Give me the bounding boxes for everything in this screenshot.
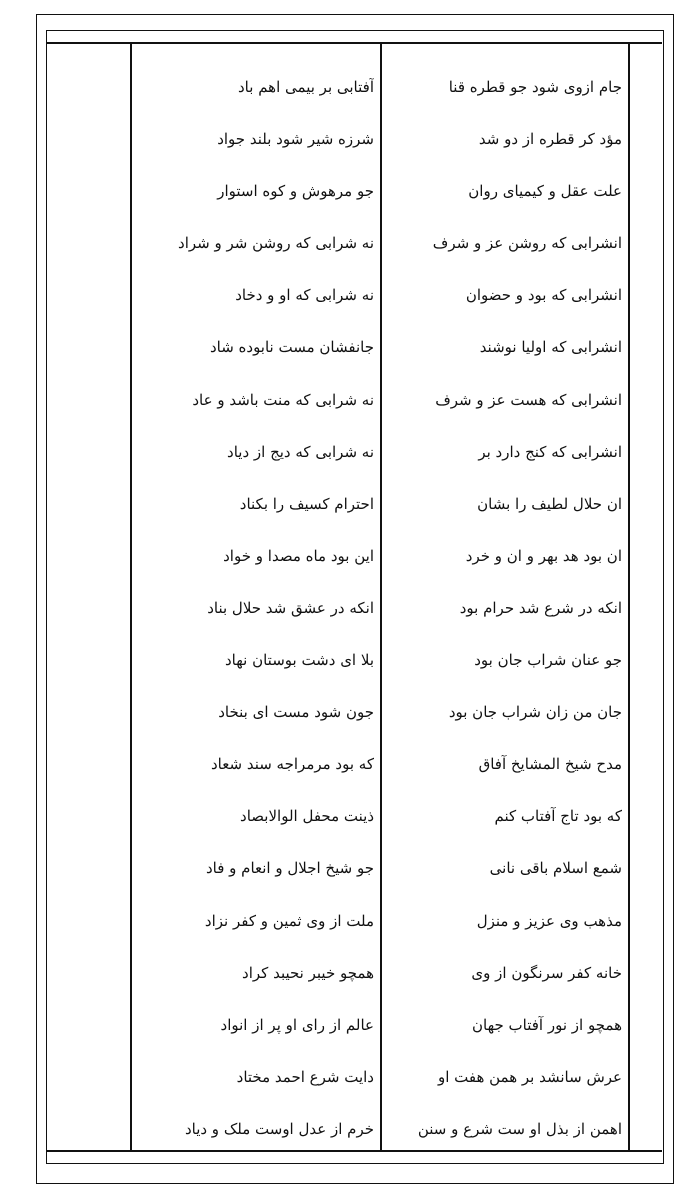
verse-line: انشرابی که بود و حضوان bbox=[465, 286, 622, 305]
verse-line: انشرابی که کنج دارد بر bbox=[478, 442, 622, 461]
left-verse-column bbox=[136, 78, 374, 1138]
verse-line: خانه کفر سرنگون از وی bbox=[471, 963, 622, 982]
verse-line: جانفشان مست نابوده شاد bbox=[209, 338, 374, 357]
verse-line: انشرابی که هست عز و شرف bbox=[435, 390, 622, 409]
verse-line: عرش سانشد بر همن هفت او bbox=[437, 1067, 622, 1086]
verse-line: نه شرابی که منت باشد و عاد bbox=[192, 390, 374, 409]
verse-line: همچو خیبر نحیبد کراد bbox=[242, 963, 374, 982]
verse-line: ان بود هد بهر و ان و خرد bbox=[465, 546, 622, 565]
verse-line: جان من زان شراب جان بود bbox=[448, 703, 622, 722]
verse-line: نه شرابی که او و دخاد bbox=[235, 286, 374, 305]
verse-line: نه شرابی که روشن شر و شراد bbox=[178, 234, 374, 253]
verse-line: احترام کسیف را بکناد bbox=[239, 494, 374, 513]
verse-line: جون شود مست ای بنخاد bbox=[218, 703, 374, 722]
verse-line: عالم از رای او پر از انواد bbox=[220, 1015, 374, 1034]
verse-line: جام ازوی شود جو قطره قنا bbox=[448, 78, 622, 96]
verse-line: خرم از عدل اوست ملک و دیاد bbox=[184, 1119, 374, 1138]
verse-line: آفتابی بر بیمی اهم باد bbox=[238, 78, 374, 96]
verse-line: اهمن از بذل او ست شرع و سنن bbox=[417, 1119, 622, 1138]
verse-line: دایت شرع احمد مختاد bbox=[236, 1067, 374, 1086]
verse-line: همچو از نور آفتاب جهان bbox=[472, 1015, 622, 1034]
verse-line: ملت از وی ثمین و کفر نزاد bbox=[204, 911, 374, 930]
verse-line: انشرابی که اولیا نوشند bbox=[479, 338, 622, 357]
verse-line: نه شرابی که دیج از دیاد bbox=[227, 442, 374, 461]
verse-line: بلا ای دشت بوستان نهاد bbox=[224, 651, 374, 670]
verse-line: که بود مرمراجه سند شعاد bbox=[211, 755, 374, 774]
verse-line: شمع اسلام باقی نانی bbox=[489, 859, 622, 878]
verse-line: انکه در عشق شد حلال بناد bbox=[207, 598, 374, 617]
left-column-rule bbox=[130, 42, 132, 1150]
verse-line: علت عقل و کیمیای روان bbox=[468, 182, 622, 201]
verse-line: ان حلال لطیف را بشان bbox=[477, 494, 622, 513]
right-verse-column bbox=[388, 78, 622, 1138]
verse-line: انشرابی که روشن عز و شرف bbox=[432, 234, 622, 253]
center-column-rule bbox=[380, 42, 382, 1150]
bottom-rule bbox=[46, 1150, 662, 1152]
verse-line: این بود ماه مصدا و خواد bbox=[223, 546, 374, 565]
verse-line: جو مرهوش و کوه استوار bbox=[217, 182, 374, 201]
verse-line: مؤد کر قطره از دو شد bbox=[478, 130, 622, 149]
verse-line: که بود تاج آفتاب کنم bbox=[494, 807, 622, 826]
verse-line: جو عنان شراب جان بود bbox=[474, 651, 622, 670]
verse-line: جو شیخ اجلال و انعام و فاد bbox=[205, 859, 374, 878]
verse-line: مدح شیخ المشایخ آفاق bbox=[478, 755, 622, 774]
verse-line: شرزه شیر شود بلند جواد bbox=[217, 130, 374, 149]
top-rule bbox=[46, 42, 662, 44]
verse-line: ذینت محفل الوالابصاد bbox=[240, 807, 374, 826]
verse-line: مذهب وی عزیز و منزل bbox=[476, 911, 622, 930]
verse-line: انکه در شرع شد حرام بود bbox=[459, 598, 622, 617]
right-column-rule bbox=[628, 42, 630, 1150]
